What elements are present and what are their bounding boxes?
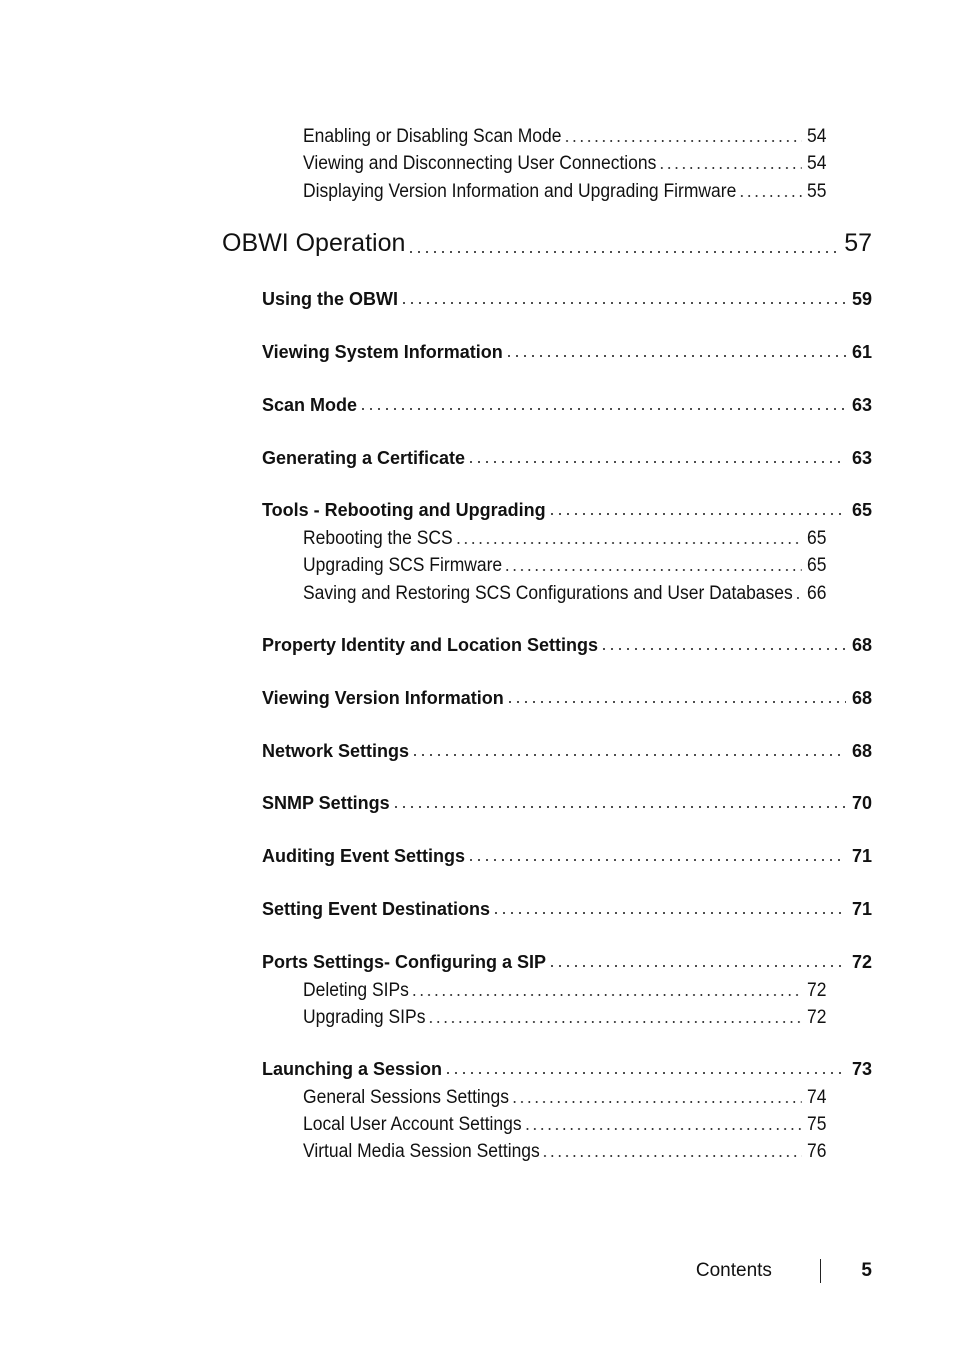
toc-subsection-entry[interactable] <box>303 1087 826 1109</box>
toc-entry-title: Setting Event Destinations <box>262 899 491 919</box>
toc-dot-leader <box>795 596 802 600</box>
toc-entry-page: 66 <box>807 583 827 604</box>
page-footer <box>696 1258 872 1284</box>
toc-entry-title: Upgrading SCS Firmware <box>303 555 503 576</box>
footer-label: Contents <box>695 1260 772 1281</box>
toc-dot-leader <box>444 1071 846 1075</box>
toc-entry-page: 75 <box>807 1114 827 1135</box>
toc-entry-title: Local User Account Settings <box>303 1114 522 1135</box>
toc-section-entry[interactable] <box>262 500 872 521</box>
toc-entry-page: 57 <box>844 229 872 257</box>
toc-section-entry[interactable] <box>262 952 872 973</box>
toc-entry-page: 65 <box>807 528 827 549</box>
toc-entry-page: 68 <box>851 688 872 708</box>
toc-dot-leader <box>400 301 846 305</box>
toc-section-entry[interactable] <box>262 635 872 656</box>
toc-entry-title: Ports Settings- Configuring a SIP <box>262 952 547 972</box>
toc-entry-title: Viewing System Information <box>262 342 503 362</box>
toc-entry-page: 54 <box>807 153 827 174</box>
toc-section-entry[interactable] <box>262 1059 872 1080</box>
toc-entry-page: 68 <box>851 741 872 761</box>
toc-entry-title: Launching a Session <box>262 1059 443 1079</box>
toc-dot-leader <box>411 753 846 757</box>
toc-entry-title: Tools - Rebooting and Upgrading <box>262 500 546 520</box>
toc-entry-page: 68 <box>851 635 872 655</box>
toc-dot-leader <box>427 1020 801 1024</box>
toc-entry-page: 72 <box>807 980 827 1001</box>
toc-dot-leader <box>658 166 801 170</box>
toc-subsection-entry[interactable] <box>303 1114 826 1136</box>
toc-section-entry[interactable] <box>262 793 872 814</box>
toc-entry-page: 73 <box>851 1059 872 1079</box>
toc-dot-leader <box>392 805 846 809</box>
toc-entry-title: Viewing Version Information <box>262 688 504 708</box>
toc-entry-page: 63 <box>851 448 872 468</box>
toc-entry-page: 59 <box>851 289 872 309</box>
toc-entry-title: Generating a Certificate <box>262 448 466 468</box>
toc-chapter-entry[interactable] <box>222 229 872 258</box>
toc-subsection-entry[interactable] <box>303 1141 826 1163</box>
toc-section-entry[interactable] <box>262 688 872 709</box>
toc-entry-title: Viewing and Disconnecting User Connections <box>303 153 657 174</box>
toc-dot-leader <box>492 911 846 915</box>
toc-subsection-entry[interactable] <box>303 126 826 148</box>
toc-entry-title: Property Identity and Location Settings <box>262 635 599 655</box>
toc-entry-title: Upgrading SIPs <box>303 1007 426 1028</box>
toc-dot-leader <box>548 512 846 516</box>
toc-dot-leader <box>411 993 802 997</box>
toc-section-entry[interactable] <box>262 899 872 920</box>
toc-entry-title: Rebooting the SCS <box>303 528 453 549</box>
toc-entry-title: Saving and Restoring SCS Configurations and User Databases <box>303 583 793 604</box>
toc-entry-page: 65 <box>851 500 872 520</box>
toc-entry-page: 72 <box>851 952 872 972</box>
toc-entry-page: 61 <box>851 342 872 362</box>
toc-section-entry[interactable] <box>262 395 872 416</box>
toc-entry-title: Virtual Media Session Settings <box>303 1141 540 1162</box>
toc-entry-page: 72 <box>807 1007 827 1028</box>
footer-divider <box>820 1259 822 1283</box>
toc-entry-title: OBWI Operation <box>222 229 406 257</box>
toc-dot-leader <box>738 194 801 198</box>
toc-subsection-entry[interactable] <box>303 181 826 203</box>
toc-entry-title: Scan Mode <box>262 395 358 415</box>
toc-dot-leader <box>511 1100 802 1104</box>
toc-subsection-entry[interactable] <box>303 555 826 577</box>
toc-dot-leader <box>563 139 801 143</box>
toc-subsection-entry[interactable] <box>303 528 826 550</box>
toc-section-entry[interactable] <box>262 448 872 469</box>
toc-dot-leader <box>542 1154 802 1158</box>
toc-entry-title: Displaying Version Information and Upgrading Firmware <box>303 181 737 202</box>
toc-entry-title: Using the OBWI <box>262 289 398 309</box>
toc-section-entry[interactable] <box>262 342 872 363</box>
toc-entry-page: 70 <box>851 793 872 813</box>
toc-section-entry[interactable] <box>262 289 872 310</box>
toc-dot-leader <box>506 700 846 704</box>
toc-entry-page: 55 <box>807 181 827 202</box>
toc-dot-leader <box>359 407 846 411</box>
toc-entry-title: General Sessions Settings <box>303 1087 509 1108</box>
toc-entry-title: Auditing Event Settings <box>262 846 466 866</box>
toc-dot-leader <box>407 250 838 254</box>
footer-page-number: 5 <box>861 1260 872 1281</box>
toc-dot-leader <box>505 354 846 358</box>
toc-entry-title: Enabling or Disabling Scan Mode <box>303 126 562 147</box>
toc-entry-page: 65 <box>807 555 827 576</box>
toc-dot-leader <box>523 1127 801 1131</box>
toc-dot-leader <box>504 568 802 572</box>
toc-entry-page: 71 <box>851 846 872 866</box>
toc-entry-page: 54 <box>807 126 827 147</box>
toc-section-entry[interactable] <box>262 846 872 867</box>
toc-subsection-entry[interactable] <box>303 583 826 605</box>
toc-section-entry[interactable] <box>262 741 872 762</box>
toc-subsection-entry[interactable] <box>303 980 826 1002</box>
toc-dot-leader <box>600 647 846 651</box>
toc-entry-title: SNMP Settings <box>262 793 390 813</box>
toc-entry-page: 74 <box>807 1087 827 1108</box>
toc-dot-leader <box>548 964 846 968</box>
toc-entry-page: 71 <box>851 899 872 919</box>
toc-dot-leader <box>467 858 846 862</box>
toc-dot-leader <box>467 460 846 464</box>
toc-dot-leader <box>454 541 801 545</box>
toc-entry-title: Network Settings <box>262 741 410 761</box>
toc-subsection-entry[interactable] <box>303 1007 826 1029</box>
toc-entry-page: 76 <box>807 1141 827 1162</box>
toc-entry-page: 63 <box>851 395 872 415</box>
toc-entry-title: Deleting SIPs <box>303 980 409 1001</box>
toc-subsection-entry[interactable] <box>303 153 826 175</box>
